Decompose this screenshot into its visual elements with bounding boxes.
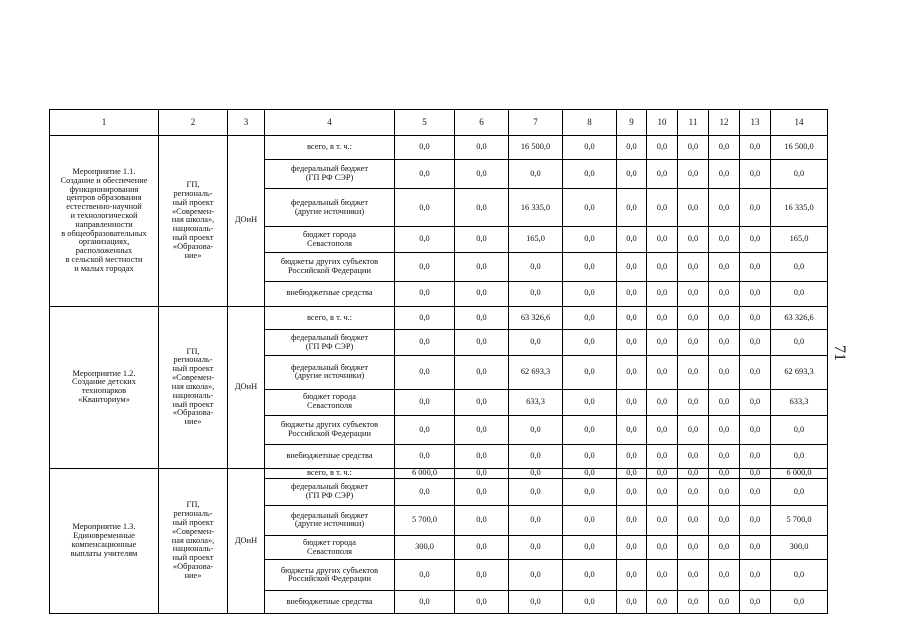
amount-cell: 0,0	[771, 253, 828, 282]
amount-cell: 0,0	[740, 505, 771, 535]
amount-cell: 0,0	[509, 415, 563, 445]
amount-cell: 0,0	[509, 468, 563, 478]
amount-cell: 0,0	[563, 281, 617, 306]
amount-cell: 0,0	[563, 189, 617, 227]
amount-cell: 0,0	[617, 535, 647, 560]
column-header: 10	[647, 110, 678, 136]
amount-cell: 0,0	[678, 560, 709, 591]
amount-cell: 0,0	[647, 415, 678, 445]
amount-cell: 0,0	[678, 136, 709, 160]
amount-cell: 0,0	[563, 560, 617, 591]
amount-cell: 0,0	[617, 505, 647, 535]
amount-cell: 165,0	[771, 227, 828, 253]
amount-cell: 0,0	[617, 253, 647, 282]
amount-cell: 16 500,0	[771, 136, 828, 160]
amount-cell: 0,0	[455, 591, 509, 614]
amount-cell: 0,0	[395, 479, 455, 506]
amount-cell: 0,0	[617, 227, 647, 253]
funding-source-cell: федеральный бюджет (ГП РФ СЭР)	[265, 159, 395, 189]
amount-cell: 0,0	[647, 389, 678, 415]
amount-cell: 0,0	[563, 227, 617, 253]
amount-cell: 0,0	[771, 479, 828, 506]
amount-cell: 0,0	[678, 389, 709, 415]
amount-cell: 16 335,0	[771, 189, 828, 227]
amount-cell: 0,0	[509, 560, 563, 591]
amount-cell: 0,0	[455, 189, 509, 227]
amount-cell: 0,0	[740, 479, 771, 506]
amount-cell: 0,0	[740, 535, 771, 560]
amount-cell: 0,0	[395, 591, 455, 614]
amount-cell: 0,0	[563, 535, 617, 560]
amount-cell: 0,0	[509, 479, 563, 506]
amount-cell: 0,0	[709, 281, 740, 306]
amount-cell: 0,0	[395, 227, 455, 253]
amount-cell: 0,0	[509, 535, 563, 560]
amount-cell: 0,0	[740, 445, 771, 469]
amount-cell: 0,0	[678, 468, 709, 478]
amount-cell: 0,0	[617, 136, 647, 160]
amount-cell: 0,0	[709, 253, 740, 282]
amount-cell: 0,0	[709, 389, 740, 415]
funding-source-cell: бюджеты других субъектов Российской Федерации	[265, 415, 395, 445]
funding-source-cell: внебюджетные средства	[265, 445, 395, 469]
amount-cell: 0,0	[455, 389, 509, 415]
amount-cell: 63 326,6	[771, 306, 828, 330]
amount-cell: 0,0	[563, 445, 617, 469]
amount-cell: 0,0	[709, 189, 740, 227]
amount-cell: 0,0	[740, 591, 771, 614]
amount-cell: 0,0	[647, 535, 678, 560]
amount-cell: 0,0	[740, 159, 771, 189]
amount-cell: 0,0	[455, 505, 509, 535]
amount-cell: 0,0	[509, 159, 563, 189]
funding-source-cell: федеральный бюджет (другие источники)	[265, 355, 395, 389]
column-header: 2	[159, 110, 228, 136]
funding-source-cell: всего, в т. ч.:	[265, 468, 395, 478]
amount-cell: 0,0	[709, 136, 740, 160]
amount-cell: 0,0	[709, 560, 740, 591]
amount-cell: 0,0	[617, 445, 647, 469]
funding-source-cell: федеральный бюджет (ГП РФ СЭР)	[265, 479, 395, 506]
amount-cell: 0,0	[709, 330, 740, 356]
amount-cell: 0,0	[617, 189, 647, 227]
executor-cell: ДОиН	[228, 136, 265, 307]
amount-cell: 0,0	[740, 306, 771, 330]
amount-cell: 0,0	[678, 227, 709, 253]
amount-cell: 0,0	[395, 330, 455, 356]
amount-cell: 62 693,3	[509, 355, 563, 389]
amount-cell: 0,0	[563, 479, 617, 506]
amount-cell: 16 500,0	[509, 136, 563, 160]
amount-cell: 0,0	[395, 355, 455, 389]
amount-cell: 0,0	[647, 253, 678, 282]
amount-cell: 0,0	[709, 468, 740, 478]
funding-source-cell: бюджеты других субъектов Российской Федерации	[265, 253, 395, 282]
amount-cell: 0,0	[647, 505, 678, 535]
amount-cell: 0,0	[678, 189, 709, 227]
amount-cell: 0,0	[455, 445, 509, 469]
amount-cell: 0,0	[709, 591, 740, 614]
amount-cell: 633,3	[771, 389, 828, 415]
amount-cell: 633,3	[509, 389, 563, 415]
amount-cell: 0,0	[678, 505, 709, 535]
amount-cell: 0,0	[617, 591, 647, 614]
amount-cell: 0,0	[509, 330, 563, 356]
column-header: 7	[509, 110, 563, 136]
amount-cell: 0,0	[395, 281, 455, 306]
amount-cell: 300,0	[771, 535, 828, 560]
amount-cell: 0,0	[395, 415, 455, 445]
amount-cell: 0,0	[740, 227, 771, 253]
column-header: 14	[771, 110, 828, 136]
amount-cell: 0,0	[617, 560, 647, 591]
amount-cell: 0,0	[678, 306, 709, 330]
amount-cell: 16 335,0	[509, 189, 563, 227]
amount-cell: 0,0	[647, 330, 678, 356]
event-name-cell: Мероприятие 1.2. Создание детских технопарков «Кванториум»	[50, 306, 159, 468]
amount-cell: 0,0	[771, 281, 828, 306]
amount-cell: 62 693,3	[771, 355, 828, 389]
amount-cell: 0,0	[647, 355, 678, 389]
amount-cell: 0,0	[455, 227, 509, 253]
table-row	[50, 136, 828, 160]
amount-cell: 0,0	[647, 136, 678, 160]
amount-cell: 0,0	[740, 389, 771, 415]
program-cell: ГП, региональ- ный проект «Современ- ная школа», националь- ный проект «Образова- ние»	[159, 136, 228, 307]
amount-cell: 63 326,6	[509, 306, 563, 330]
amount-cell: 0,0	[647, 306, 678, 330]
amount-cell: 0,0	[455, 253, 509, 282]
amount-cell: 0,0	[771, 591, 828, 614]
amount-cell: 0,0	[740, 468, 771, 478]
amount-cell: 0,0	[563, 306, 617, 330]
amount-cell: 0,0	[563, 355, 617, 389]
funding-source-cell: бюджет города Севастополя	[265, 227, 395, 253]
amount-cell: 0,0	[509, 445, 563, 469]
funding-source-cell: федеральный бюджет (другие источники)	[265, 189, 395, 227]
amount-cell: 0,0	[678, 253, 709, 282]
amount-cell: 0,0	[709, 355, 740, 389]
amount-cell: 0,0	[395, 136, 455, 160]
amount-cell: 0,0	[455, 468, 509, 478]
amount-cell: 0,0	[709, 505, 740, 535]
amount-cell: 0,0	[709, 445, 740, 469]
program-cell: ГП, региональ- ный проект «Современ- ная школа», националь- ный проект «Образова- ние»	[159, 468, 228, 613]
amount-cell: 0,0	[617, 306, 647, 330]
column-header: 5	[395, 110, 455, 136]
amount-cell: 0,0	[678, 535, 709, 560]
amount-cell: 0,0	[395, 306, 455, 330]
executor-cell: ДОиН	[228, 306, 265, 468]
amount-cell: 0,0	[740, 136, 771, 160]
amount-cell: 0,0	[395, 445, 455, 469]
amount-cell: 0,0	[395, 560, 455, 591]
column-header: 3	[228, 110, 265, 136]
amount-cell: 0,0	[740, 560, 771, 591]
amount-cell: 0,0	[678, 355, 709, 389]
amount-cell: 0,0	[678, 479, 709, 506]
amount-cell: 5 700,0	[771, 505, 828, 535]
funding-source-cell: внебюджетные средства	[265, 281, 395, 306]
amount-cell: 6 000,0	[771, 468, 828, 478]
amount-cell: 0,0	[455, 281, 509, 306]
amount-cell: 165,0	[509, 227, 563, 253]
amount-cell: 0,0	[709, 535, 740, 560]
program-cell: ГП, региональ- ный проект «Современ- ная школа», националь- ный проект «Образова- ние»	[159, 306, 228, 468]
executor-cell: ДОиН	[228, 468, 265, 613]
amount-cell: 0,0	[563, 253, 617, 282]
amount-cell: 0,0	[563, 591, 617, 614]
amount-cell: 0,0	[771, 330, 828, 356]
funding-source-cell: федеральный бюджет (другие источники)	[265, 505, 395, 535]
amount-cell: 0,0	[740, 189, 771, 227]
amount-cell: 0,0	[709, 415, 740, 445]
amount-cell: 0,0	[455, 535, 509, 560]
amount-cell: 0,0	[395, 253, 455, 282]
amount-cell: 0,0	[647, 189, 678, 227]
amount-cell: 0,0	[509, 591, 563, 614]
amount-cell: 0,0	[740, 355, 771, 389]
amount-cell: 0,0	[740, 415, 771, 445]
amount-cell: 0,0	[647, 591, 678, 614]
amount-cell: 0,0	[647, 159, 678, 189]
amount-cell: 0,0	[455, 479, 509, 506]
amount-cell: 0,0	[647, 468, 678, 478]
funding-source-cell: бюджеты других субъектов Российской Федерации	[265, 560, 395, 591]
amount-cell: 0,0	[509, 505, 563, 535]
column-header: 6	[455, 110, 509, 136]
event-name-cell: Мероприятие 1.3. Единовременные компенсационные выплаты учителям	[50, 468, 159, 613]
amount-cell: 0,0	[740, 330, 771, 356]
amount-cell: 6 000,0	[395, 468, 455, 478]
amount-cell: 0,0	[617, 479, 647, 506]
amount-cell: 0,0	[395, 159, 455, 189]
amount-cell: 0,0	[647, 227, 678, 253]
table-header	[50, 110, 828, 136]
column-header: 8	[563, 110, 617, 136]
amount-cell: 0,0	[563, 389, 617, 415]
amount-cell: 0,0	[563, 136, 617, 160]
amount-cell: 0,0	[455, 415, 509, 445]
amount-cell: 0,0	[509, 253, 563, 282]
amount-cell: 0,0	[395, 389, 455, 415]
table-body	[50, 136, 828, 614]
amount-cell: 0,0	[455, 136, 509, 160]
amount-cell: 0,0	[455, 355, 509, 389]
funding-source-cell: федеральный бюджет (ГП РФ СЭР)	[265, 330, 395, 356]
amount-cell: 0,0	[455, 159, 509, 189]
amount-cell: 0,0	[678, 330, 709, 356]
amount-cell: 0,0	[617, 468, 647, 478]
column-header: 13	[740, 110, 771, 136]
table-row	[50, 306, 828, 330]
amount-cell: 0,0	[709, 159, 740, 189]
funding-source-cell: бюджет города Севастополя	[265, 535, 395, 560]
funding-source-cell: внебюджетные средства	[265, 591, 395, 614]
funding-source-cell: бюджет города Севастополя	[265, 389, 395, 415]
column-header: 12	[709, 110, 740, 136]
column-header: 11	[678, 110, 709, 136]
page-number: 71	[831, 345, 848, 361]
amount-cell: 0,0	[709, 306, 740, 330]
amount-cell: 0,0	[455, 330, 509, 356]
amount-cell: 0,0	[771, 159, 828, 189]
amount-cell: 300,0	[395, 535, 455, 560]
amount-cell: 0,0	[509, 281, 563, 306]
amount-cell: 0,0	[678, 445, 709, 469]
amount-cell: 0,0	[771, 560, 828, 591]
amount-cell: 0,0	[617, 281, 647, 306]
amount-cell: 0,0	[647, 560, 678, 591]
amount-cell: 0,0	[709, 479, 740, 506]
amount-cell: 0,0	[740, 281, 771, 306]
column-header: 4	[265, 110, 395, 136]
amount-cell: 0,0	[678, 159, 709, 189]
amount-cell: 0,0	[617, 330, 647, 356]
event-name-cell: Мероприятие 1.1. Создание и обеспечение функционирования центров образования естественно-научной и технологической направленности в общеобразовательных организациях, расположенных в сельской местности и малых городах	[50, 136, 159, 307]
amount-cell: 0,0	[455, 306, 509, 330]
amount-cell: 0,0	[647, 479, 678, 506]
amount-cell: 0,0	[455, 560, 509, 591]
amount-cell: 0,0	[709, 227, 740, 253]
amount-cell: 0,0	[678, 591, 709, 614]
amount-cell: 5 700,0	[395, 505, 455, 535]
column-header: 1	[50, 110, 159, 136]
amount-cell: 0,0	[563, 468, 617, 478]
amount-cell: 0,0	[617, 355, 647, 389]
amount-cell: 0,0	[647, 445, 678, 469]
amount-cell: 0,0	[617, 159, 647, 189]
amount-cell: 0,0	[617, 415, 647, 445]
amount-cell: 0,0	[678, 415, 709, 445]
amount-cell: 0,0	[740, 253, 771, 282]
amount-cell: 0,0	[647, 281, 678, 306]
budget-table	[49, 109, 828, 614]
funding-source-cell: всего, в т. ч.:	[265, 136, 395, 160]
amount-cell: 0,0	[617, 389, 647, 415]
amount-cell: 0,0	[678, 281, 709, 306]
amount-cell: 0,0	[771, 415, 828, 445]
amount-cell: 0,0	[563, 330, 617, 356]
funding-source-cell: всего, в т. ч.:	[265, 306, 395, 330]
amount-cell: 0,0	[563, 159, 617, 189]
table-row	[50, 468, 828, 478]
header-row	[50, 110, 828, 136]
amount-cell: 0,0	[563, 505, 617, 535]
amount-cell: 0,0	[563, 415, 617, 445]
amount-cell: 0,0	[771, 445, 828, 469]
column-header: 9	[617, 110, 647, 136]
amount-cell: 0,0	[395, 189, 455, 227]
